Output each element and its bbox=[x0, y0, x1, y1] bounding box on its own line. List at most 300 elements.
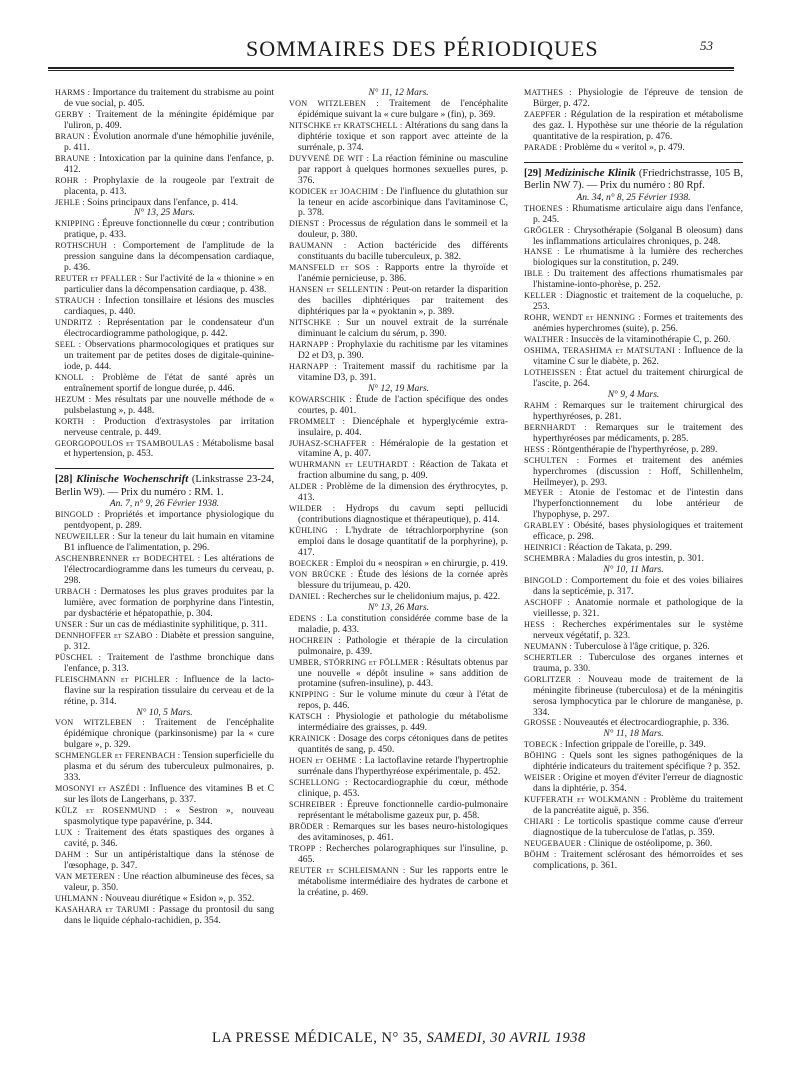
column-middle bbox=[289, 88, 508, 899]
author-name: MATTHES : bbox=[524, 88, 578, 97]
article-title: Problème du « veritol », p. 479. bbox=[564, 142, 685, 153]
journal-details: (Friedrichstrasse, 105 B, Berlin NW 7). — Prix du numéro : 80 Rpf. bbox=[524, 167, 743, 192]
article-entry bbox=[524, 488, 743, 521]
article-title: Soins principaux dans l'enfance, p. 414. bbox=[87, 197, 239, 208]
article-title: Tuberculose à l'âge critique, p. 326. bbox=[574, 641, 710, 652]
article-entry bbox=[289, 504, 508, 526]
article-title: Physiologie et pathologie du métabolisme intermédiaire des graisses, p. 449. bbox=[298, 712, 509, 734]
article-entry bbox=[289, 340, 508, 362]
article-title: Tuberculose des organes internes et trauma, p. 330. bbox=[533, 652, 743, 674]
article-title: Une réaction albumineuse des fèces, sa valeur, p. 350. bbox=[64, 871, 274, 893]
article-title: Traitement de l'asthme bronchique dans l'enfance, p. 313. bbox=[64, 652, 274, 674]
article-entry bbox=[55, 395, 274, 417]
journal-number: [29] bbox=[524, 167, 545, 179]
author-name: HARMS : bbox=[55, 88, 93, 97]
article-entry bbox=[55, 132, 274, 154]
author-name: GRÖGLER : bbox=[524, 225, 574, 235]
article-title: Problème de la dimension des érythrocytes, p. 413. bbox=[298, 482, 508, 504]
article-title: Recherches sur le chelidonium majus, p. 422. bbox=[327, 591, 501, 602]
author-name: WILDER : bbox=[289, 504, 346, 514]
article-title: État actuel du traitement chirurgical de l'ascite, p. 264. bbox=[533, 367, 744, 389]
article-entry bbox=[289, 690, 508, 712]
article-entry bbox=[55, 828, 274, 850]
author-name: DENNHOFFER et SZABO : bbox=[55, 630, 161, 640]
author-name: ROHR, WENDT et HENNING : bbox=[524, 313, 644, 323]
article-title: Influence de la vitamine C sur le diabète, p. 262. bbox=[533, 346, 743, 368]
issue-date: An. 34, n° 8, 25 Février 1938. bbox=[576, 192, 691, 203]
author-name: KÜHLING : bbox=[289, 526, 346, 536]
article-entry bbox=[55, 806, 274, 828]
author-name: HESS : bbox=[524, 444, 552, 454]
author-name: HESS : bbox=[524, 619, 563, 629]
author-name: TOBECK : bbox=[524, 740, 565, 750]
article-title: Quels sont les signes pathogéniques de la diphtérie indicateurs du traitement spécifique ? p. 352. bbox=[533, 751, 743, 773]
author-name: NEUWEILLER : bbox=[55, 532, 118, 542]
author-name: WUHRMANN et LEUTHARDT : bbox=[289, 460, 420, 470]
article-entry bbox=[524, 576, 743, 598]
article-entry bbox=[289, 439, 508, 461]
author-name: UHLMANN : bbox=[55, 893, 106, 903]
author-name: SEEL : bbox=[55, 339, 85, 349]
article-entry bbox=[289, 614, 508, 636]
article-entry bbox=[55, 274, 274, 296]
author-name: DIENST : bbox=[289, 219, 329, 229]
author-name: BINGOLD : bbox=[55, 510, 105, 520]
page-number: 53 bbox=[700, 38, 713, 53]
issue-date: N° 11, 12 Mars. bbox=[368, 88, 429, 98]
article-entry bbox=[524, 850, 743, 872]
author-name: CHIARI : bbox=[524, 817, 565, 827]
author-name: REUTER et PFALLER : bbox=[55, 274, 145, 284]
article-title: Observations pharmocologiques et pratiques sur un traitement par de petites doses de digitale-quinine-iode, p. 444. bbox=[64, 339, 274, 372]
article-title: Mes résultats par une nouvelle méthode de « pulsbelastung », p. 448. bbox=[64, 394, 274, 416]
author-name: HEZUM : bbox=[55, 394, 95, 404]
author-name: KUFFERATH et WOLKMANN : bbox=[524, 795, 651, 805]
article-title: Sur le volume minute du cœur à l'état de repos, p. 446. bbox=[298, 690, 509, 712]
article-title: Comportement du foie et des voies biliaires dans la septicémie, p. 317. bbox=[533, 576, 743, 598]
author-name: BINGOLD : bbox=[524, 576, 572, 586]
article-title: Intoxication par la quinine dans l'enfance, p. 412. bbox=[64, 153, 274, 175]
author-name: PÜSCHEL : bbox=[55, 652, 108, 662]
journal-details: (Linkstrasse 23-24, Berlin W9). — Prix du numéro : RM. 1. bbox=[55, 474, 275, 498]
article-title: Dermatoses les plus graves produites par la lumière, avec formation de porphyrine dans l'intestin, par dysbactérie et hépatopathie, p. 304. bbox=[64, 587, 274, 619]
author-name: TROPP : bbox=[289, 843, 326, 853]
article-title: Nouveautés et électrocardiographie, p. 336. bbox=[563, 718, 729, 729]
article-entry bbox=[55, 318, 274, 340]
article-title: Prophylaxie du rachitisme par les vitamines D2 et D3, p. 390. bbox=[298, 339, 508, 361]
article-entry bbox=[55, 620, 274, 631]
article-title: Röntgenthérapie de l'hyperthyréose, p. 289. bbox=[551, 444, 718, 455]
author-name: BAUMANN : bbox=[289, 241, 358, 251]
article-title: Métabolisme basal et hypertension, p. 453. bbox=[64, 438, 274, 460]
article-title: Chrysothérapie (Solganal B oleosum) dans les inflammations articulaires chroniques, p. 248. bbox=[533, 225, 743, 247]
author-name: BRAUNE : bbox=[55, 153, 100, 163]
author-name: GRABLEY : bbox=[524, 521, 574, 531]
article-entry bbox=[289, 187, 508, 220]
author-name: KELLER : bbox=[524, 291, 567, 301]
article-entry bbox=[55, 631, 274, 653]
author-name: SCHMENGLER et FERENBACH : bbox=[55, 751, 183, 761]
article-entry bbox=[55, 110, 274, 132]
article-title: Pathologie et thérapie de la circulation pulmonaire, p. 439. bbox=[298, 635, 508, 657]
issue-date: N° 10, 11 Mars. bbox=[603, 565, 664, 576]
author-name: PARADE : bbox=[524, 142, 565, 152]
article-title: Recherches polarographiques sur l'insuline, p. 465. bbox=[298, 843, 508, 865]
article-title: Nouveau diurétique « Esidon », p. 352. bbox=[105, 893, 255, 904]
article-title: Sur la teneur du lait humain en vitamine B1 influence de l'alimentation, p. 296. bbox=[64, 532, 274, 554]
author-name: NEUGEBAUER : bbox=[524, 838, 589, 848]
author-name: SCHERTLER : bbox=[524, 652, 589, 662]
author-name: VON WITZLEBEN : bbox=[55, 718, 156, 728]
issue-date: N° 13, 25 Mars. bbox=[133, 208, 196, 219]
article-entry bbox=[55, 296, 274, 318]
author-name: WEISER : bbox=[524, 773, 563, 783]
article-entry bbox=[289, 712, 508, 734]
section-spacer bbox=[55, 460, 274, 468]
article-title: De l'influence du glutathion sur la teneur en acide ascorbinique dans l'avitaminose C, p. 378. bbox=[298, 186, 508, 219]
article-title: Propriétés et importance physiologique du pentdyopent, p. 289. bbox=[64, 510, 274, 532]
author-name: DAHM : bbox=[55, 849, 95, 859]
author-name: HANSEN et SELLENTIN : bbox=[289, 285, 392, 295]
author-name: ZAEPFER : bbox=[524, 109, 571, 119]
article-title: Clinique de ostéolipome, p. 360. bbox=[588, 838, 713, 849]
article-title: Épreuve fonctionnelle du cœur ; contribution pratique, p. 433. bbox=[64, 219, 275, 241]
author-name: FROMMELT : bbox=[289, 416, 353, 426]
article-entry bbox=[55, 718, 274, 751]
article-entry bbox=[289, 318, 508, 340]
article-title: Importance du traitement du strabisme au point de vue social, p. 405. bbox=[64, 88, 275, 109]
article-title: Physiologie de l'épreuve de tension de Bürger, p. 472. bbox=[533, 88, 744, 109]
article-entry bbox=[289, 844, 508, 866]
article-title: Réaction de Takata, p. 299. bbox=[568, 543, 672, 554]
article-entry bbox=[524, 554, 743, 565]
footer-date: 30 AVRIL 1938 bbox=[490, 1030, 586, 1046]
article-entry bbox=[55, 198, 274, 209]
author-name: JEHLE : bbox=[55, 197, 88, 207]
article-title: Dosage des corps cétoniques dans de petites quantités de sang, p. 450. bbox=[298, 734, 508, 756]
article-entry bbox=[55, 850, 274, 872]
article-title: Diagnostic et traitement de la coqueluche, p. 253. bbox=[533, 291, 743, 313]
article-title: Action bactéricide des différents constituants du bacille tuberculeux, p. 382. bbox=[298, 241, 508, 263]
article-entry bbox=[289, 99, 508, 121]
article-title: Du traitement des affections rhumatismales par l'histamine-ionto-phorèse, p. 252. bbox=[533, 269, 743, 291]
article-title: La constitution considérée comme base de la maladie, p. 433. bbox=[298, 613, 508, 635]
article-title: Prophylaxie de la rougeole par l'extrait de placenta, p. 413. bbox=[64, 175, 274, 197]
article-entry bbox=[524, 839, 743, 850]
article-entry bbox=[524, 543, 743, 554]
article-entry bbox=[524, 718, 743, 729]
article-title: La lactoflavine retarde l'hypertrophie surrénale dans l'hyperthyréose expérimentale, p. 452. bbox=[298, 756, 508, 778]
article-entry bbox=[55, 154, 274, 176]
author-name: BÖHM : bbox=[524, 849, 562, 859]
article-entry bbox=[524, 795, 743, 817]
journal-heading bbox=[55, 468, 274, 499]
article-title: La réaction féminine ou masculine par rapport à quelques hormones sexuelles pures, p. 376. bbox=[298, 153, 508, 186]
article-entry bbox=[289, 636, 508, 658]
article-entry bbox=[55, 510, 274, 532]
article-title: Obésité, bases physiologiques et traitement efficace, p. 298. bbox=[533, 521, 743, 543]
article-entry bbox=[524, 773, 743, 795]
article-entry bbox=[55, 784, 274, 806]
author-name: UNDRITZ : bbox=[55, 318, 108, 328]
article-title: Infection tonsillaire et lésions des muscles cardiaques, p. 440. bbox=[64, 296, 274, 318]
author-name: HEINRICI : bbox=[524, 543, 569, 553]
article-title: Production d'extrasystoles par irritation nerveuse centrale, p. 449. bbox=[64, 416, 274, 438]
page-header bbox=[0, 0, 800, 70]
article-entry bbox=[524, 335, 743, 346]
article-title: Sur les rapports entre le métabolisme intermédiaire des hydrates de carbone et la créatine, p. 469. bbox=[298, 865, 508, 898]
column-left bbox=[55, 88, 274, 927]
author-name: EDENS : bbox=[289, 613, 327, 623]
article-title: Formes et traitement des anémies hyperchromes (discussion : Hoff, Schillenhelm, Heilmeyer), p. 293. bbox=[533, 455, 743, 488]
author-name: BOECKER : bbox=[289, 558, 336, 568]
author-name: KNOLL : bbox=[55, 372, 103, 382]
author-name: FLEISCHMANN et PICHLER : bbox=[55, 674, 184, 684]
author-name: KÜLZ et ROSENMUND : bbox=[55, 806, 176, 816]
article-title: Comportement de l'amplitude de la pression sanguine dans la décompensation cardiaque, p. 436. bbox=[64, 241, 275, 274]
article-entry bbox=[524, 346, 743, 368]
article-entry bbox=[289, 778, 508, 800]
author-name: ROHR : bbox=[55, 175, 93, 185]
article-entry bbox=[524, 598, 743, 620]
author-name: MANSFELD et SOS : bbox=[289, 263, 385, 273]
article-title: Remarques sur les bases neuro-histologiques des avitaminoses, p. 461. bbox=[298, 821, 508, 843]
author-name: SCHELLONG : bbox=[289, 778, 354, 788]
article-title: Infection grippale de l'oreille, p. 349. bbox=[564, 740, 706, 751]
article-title: Emploi du « neospiran » en chirurgie, p. 419. bbox=[335, 558, 508, 569]
author-name: HOCHREIN : bbox=[289, 635, 347, 645]
article-entry bbox=[289, 241, 508, 263]
author-name: KASAHARA et TARUMI : bbox=[55, 904, 159, 914]
section-spacer bbox=[524, 154, 743, 162]
article-title: Épreuve fonctionnelle cardio-pulmonaire représentant le métabolisme gazeux pur, p. 458. bbox=[298, 799, 508, 821]
column-right bbox=[524, 88, 743, 872]
article-title: Sur l'activité de la « thionine » en particulier dans la décompensation cardiaque, p. 438. bbox=[64, 274, 274, 296]
author-name: GEORGOPOULOS et TSAMBOULAS : bbox=[55, 438, 202, 448]
article-title: Sur un antipéristaltique dans la sténose de l'œsophage, p. 347. bbox=[64, 849, 274, 871]
article-entry bbox=[524, 456, 743, 489]
article-entry bbox=[289, 756, 508, 778]
article-entry bbox=[55, 554, 274, 587]
article-entry bbox=[289, 460, 508, 482]
article-entry bbox=[289, 482, 508, 504]
article-entry bbox=[289, 395, 508, 417]
author-name: ASCHOFF : bbox=[524, 597, 576, 607]
article-title: Traitement massif du rachitisme par la vitamine D3, p. 391. bbox=[298, 361, 508, 383]
article-title: L'hydrate de tétrachlorporphyrine (son emploi dans le dosage quantitatif de la porphyrine), p. 417. bbox=[298, 526, 508, 559]
article-entry bbox=[55, 219, 274, 241]
article-entry bbox=[524, 675, 743, 719]
article-entry bbox=[289, 822, 508, 844]
article-title: Traitement de la méningite épidémique par l'uliron, p. 409. bbox=[64, 109, 274, 131]
journal-title: Klinische Wochenschrift bbox=[76, 473, 189, 486]
article-entry bbox=[524, 751, 743, 773]
author-name: KNIPPING : bbox=[55, 219, 103, 229]
author-name: KATSCH : bbox=[289, 712, 336, 722]
author-name: UMBER, STÖRRING et FÖLLMER : bbox=[289, 657, 427, 667]
author-name: SCHREIBER : bbox=[289, 799, 348, 809]
page-footer bbox=[212, 1030, 586, 1047]
author-name: ASCHENBRENNER et BODECHTEL : bbox=[55, 554, 204, 564]
article-title: Rectocardiographie du cœur, méthode clinique, p. 453. bbox=[298, 778, 508, 799]
article-title: Traitement de l'encéphalite épidémique chronique (parkinsonisme) par la « cure bulgare », p. 329. bbox=[64, 718, 274, 751]
footer-journal: LA PRESSE MÉDICALE, bbox=[212, 1030, 378, 1046]
article-entry bbox=[55, 532, 274, 554]
author-name: SCHEMBRA : bbox=[524, 554, 578, 564]
author-name: HOEN et OEHME : bbox=[289, 756, 365, 766]
author-name: MOSONYI et ASZÉDI : bbox=[55, 784, 150, 794]
author-name: HANSE : bbox=[524, 247, 565, 257]
author-name: MEYER : bbox=[524, 488, 569, 498]
author-name: IBLE : bbox=[524, 269, 554, 279]
article-entry bbox=[524, 368, 743, 390]
article-title: Rhumatisme articulaire aigu dans l'enfance, p. 245. bbox=[533, 203, 743, 225]
author-name: GERBY : bbox=[55, 109, 97, 119]
article-entry bbox=[289, 592, 508, 603]
article-title: « Sestron », nouveau spasmolytique type papavérine, p. 344. bbox=[64, 806, 274, 828]
article-title: Le rhumatisme à la lumière des recherches biologiques sur la constitution, p. 249. bbox=[533, 247, 743, 269]
author-name: NITSCHKE et KRATSCHELL : bbox=[289, 120, 405, 130]
article-title: Problème du traitement de la pancréatite aiguë, p. 356. bbox=[533, 795, 743, 817]
author-name: OSHIMA, TERASHIMA et MATSUTANI : bbox=[524, 346, 685, 356]
article-entry bbox=[55, 176, 274, 198]
article-title: Diencéphale et hyperglycémie extra-insulaire, p. 404. bbox=[298, 416, 508, 438]
article-title: Sur un nouvel extrait de la surrénale diminuant le calcium du sérum, p. 390. bbox=[298, 318, 508, 339]
author-name: RAHM : bbox=[524, 400, 563, 410]
author-name: KODICEK et JOACHIM : bbox=[289, 186, 387, 196]
journal-title: Medizinische Klinik bbox=[544, 166, 636, 179]
article-entry bbox=[524, 620, 743, 642]
article-entry bbox=[55, 417, 274, 439]
article-title: Résultats obtenus par une nouvelle « dépôt insuline » sans addition de protamine (sufren-insuline), p. 443. bbox=[298, 657, 508, 690]
journal-number: [28] bbox=[55, 474, 77, 486]
footer-issue: N° 35, bbox=[381, 1030, 423, 1046]
author-name: VON BRÜCKE : bbox=[289, 569, 358, 579]
article-title: Représentation par le condensateur d'un électrocardiogramme pathologique, p. 442. bbox=[64, 318, 274, 339]
article-entry bbox=[289, 362, 508, 384]
author-name: VON WITZLEBEN : bbox=[289, 98, 390, 108]
article-entry bbox=[524, 88, 743, 110]
article-title: Remarques sur le traitement chirurgical des hyperthyréoses, p. 281. bbox=[533, 400, 743, 422]
issue-date: N° 9, 4 Mars. bbox=[607, 389, 660, 400]
author-name: STRAUCH : bbox=[55, 296, 105, 306]
author-name: KRAINICK : bbox=[289, 734, 339, 744]
issue-date: N° 10, 5 Mars. bbox=[136, 707, 193, 718]
article-title: Les altérations de l'électrocardiogramme dans les tumeurs du cerveau, p. 298. bbox=[64, 554, 274, 587]
article-entry bbox=[289, 800, 508, 822]
author-name: LOTHEISSEN : bbox=[524, 367, 587, 377]
article-entry bbox=[524, 247, 743, 269]
article-entry bbox=[55, 872, 274, 894]
author-name: GROSSE : bbox=[524, 718, 564, 728]
article-title: Diabète et pression sanguine, p. 312. bbox=[64, 630, 275, 652]
issue-date: N° 11, 18 Mars. bbox=[603, 729, 664, 740]
page-title: SOMMAIRES DES PÉRIODIQUES bbox=[246, 36, 599, 61]
article-title: Évolution anormale d'une hémophilie juvénile, p. 411. bbox=[64, 131, 274, 153]
article-title: Atonie de l'estomac et de l'intestin dans l'hyperfonctionnement du lobe antérieur de l'hypophyse, p. 297. bbox=[533, 488, 744, 521]
author-name: BÖHING : bbox=[524, 751, 570, 761]
author-name: ALDER : bbox=[289, 482, 327, 492]
article-title: Traitement sclérosant des hémorroïdes et ses complications, p. 361. bbox=[533, 849, 743, 871]
author-name: UNSER : bbox=[55, 619, 90, 629]
article-entry bbox=[524, 269, 743, 291]
article-title: Tension superficielle du plasma et du sérum des tuberculeux pulmonaires, p. 333. bbox=[64, 751, 275, 784]
article-entry bbox=[524, 401, 743, 423]
author-name: BRAUN : bbox=[55, 131, 94, 141]
article-entry bbox=[524, 653, 743, 675]
article-entry bbox=[524, 110, 743, 143]
article-entry bbox=[55, 894, 274, 905]
author-name: HARNAPP : bbox=[289, 339, 338, 349]
author-name: NEUMANN : bbox=[524, 641, 575, 651]
article-title: Traitement de l'encéphalite épidémique suivant la « cure bulgare » (fin), p. 369. bbox=[298, 98, 508, 120]
article-entry bbox=[289, 526, 508, 559]
article-entry bbox=[289, 285, 508, 318]
article-entry bbox=[524, 313, 743, 335]
article-entry bbox=[289, 417, 508, 439]
issue-date: N° 13, 26 Mars. bbox=[367, 602, 430, 613]
article-title: Anatomie normale et pathologique de la vieillesse, p. 321. bbox=[533, 597, 743, 619]
author-name: KORTH : bbox=[55, 416, 105, 426]
article-entry bbox=[55, 373, 274, 395]
article-title: Hydrops du cavum septi pellucidi (contributions diagnostique et thérapeutique), p. 414. bbox=[298, 504, 508, 526]
article-title: Remarques sur le traitement des hyperthyréoses par médicaments, p. 285. bbox=[533, 422, 743, 444]
article-entry bbox=[524, 291, 743, 313]
article-entry bbox=[524, 445, 743, 456]
article-entry bbox=[524, 226, 743, 248]
header-rule bbox=[48, 67, 734, 69]
article-entry bbox=[524, 521, 743, 543]
author-name: HARNAPP : bbox=[289, 361, 343, 371]
article-title: Peut-on retarder la disparition des bacilles diphtériques par traitement des diphtériques par la « pyoktanin », p. 389. bbox=[298, 285, 509, 318]
article-entry bbox=[55, 751, 274, 784]
article-title: Étude de l'action spécifique des ondes courtes, p. 401. bbox=[298, 394, 508, 416]
article-entry bbox=[524, 642, 743, 653]
article-title: Rapports entre la thyroïde et l'anémie pernicieuse, p. 386. bbox=[298, 263, 508, 285]
article-entry bbox=[289, 658, 508, 691]
author-name: SCHULTEN : bbox=[524, 455, 589, 465]
footer-weekday: SAMEDI, bbox=[426, 1030, 487, 1046]
author-name: GORLITZER : bbox=[524, 674, 589, 684]
article-title: Recherches expérimentales sur le système nerveux végétatif, p. 323. bbox=[533, 619, 743, 641]
author-name: KNIPPING : bbox=[289, 690, 340, 700]
article-title: Sur un cas de médiastinite syphilitique, p. 311. bbox=[89, 619, 268, 630]
article-entry bbox=[55, 340, 274, 373]
author-name: URBACH : bbox=[55, 587, 101, 597]
article-title: Réaction de Takata et fraction albumine du sang, p. 409. bbox=[298, 460, 508, 482]
author-name: ROTHSCHUH : bbox=[55, 241, 123, 251]
author-name: LUX : bbox=[55, 828, 86, 837]
author-name: BERNHARDT : bbox=[524, 422, 596, 432]
article-title: Influence de la lacto-flavine sur la respiration tissulaire du cerveau et de la rétine, p. 314. bbox=[64, 674, 274, 707]
article-entry bbox=[55, 241, 274, 274]
article-entry bbox=[524, 143, 743, 154]
author-name: REUTER et SCHLEISMANN : bbox=[289, 865, 410, 875]
article-entry bbox=[289, 734, 508, 756]
article-entry bbox=[524, 423, 743, 445]
journal-heading bbox=[524, 162, 743, 193]
article-entry bbox=[289, 154, 508, 187]
author-name: DANIEL : bbox=[289, 591, 328, 601]
author-name: JUHASZ-SCHAFFER : bbox=[289, 438, 380, 448]
article-entry bbox=[55, 587, 274, 620]
article-entry bbox=[289, 263, 508, 285]
article-entry bbox=[289, 866, 508, 899]
author-name: BRÖDER : bbox=[289, 821, 333, 831]
article-entry bbox=[55, 675, 274, 708]
article-title: Insuccès de la vitaminothérapie C, p. 260. bbox=[570, 335, 731, 346]
author-name: WALTHER : bbox=[524, 335, 571, 345]
